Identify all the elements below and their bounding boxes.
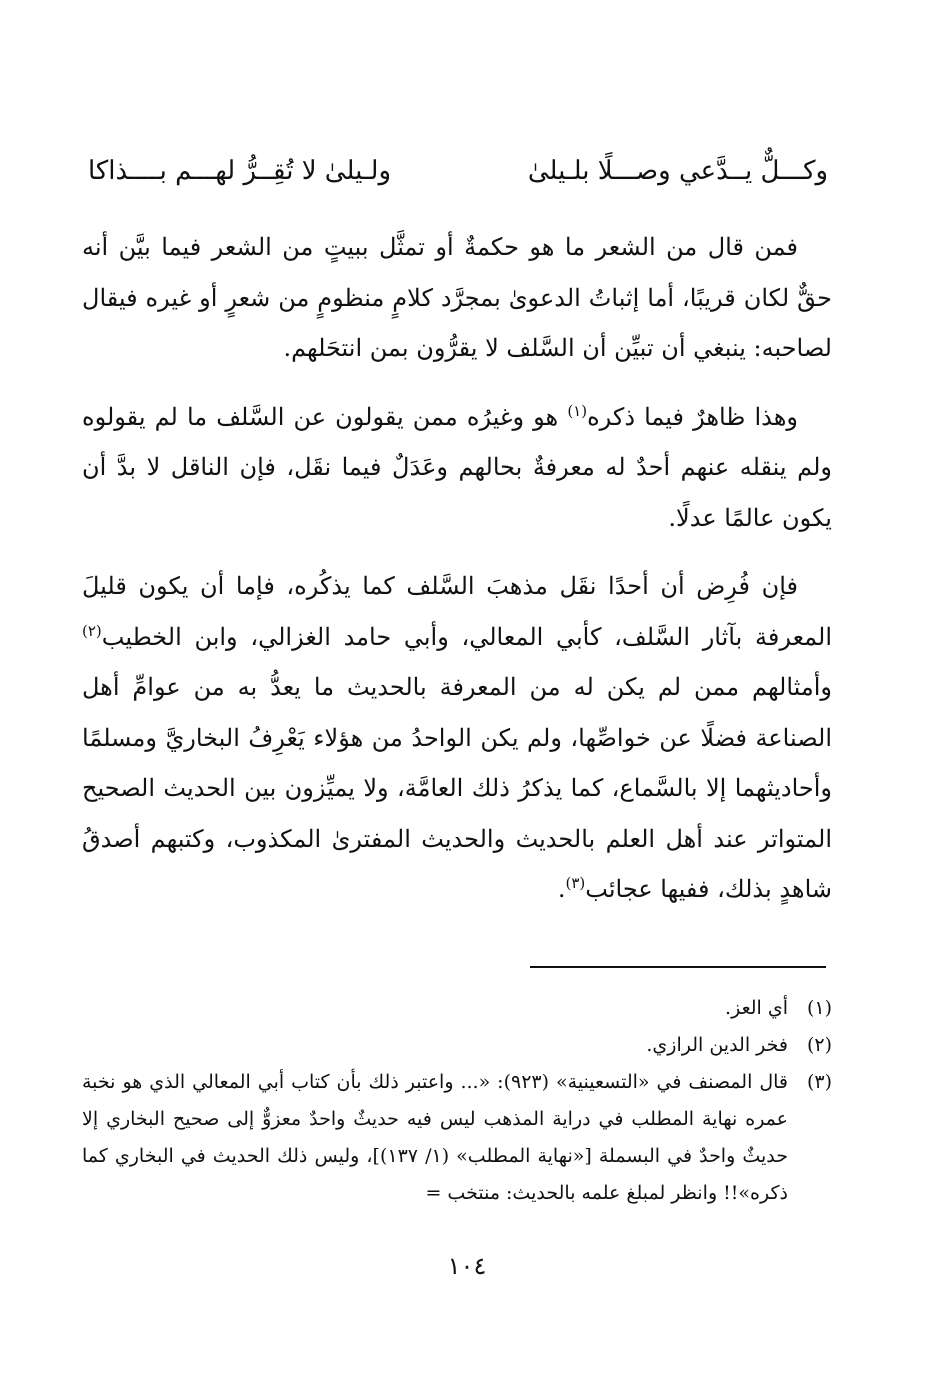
footnote-3 xyxy=(82,1064,832,1212)
footnote-separator xyxy=(530,966,826,968)
paragraph-2 xyxy=(82,392,832,544)
footnote-3-text: قال المصنف في «التسعينية» (٩٢٣): «... واعتبر ذلك بأن كتاب أبي المعالي الذي هو نخبة عمره نهاية المطلب في دراية المذهب ليس فيه حديثٌ واحدٌ معزوٌّ إلى صحيح البخاري إلا حديثٌ واحدٌ في البسملة [«نهاية المطلب» (١/ ١٣٧)]، وليس ذلك الحديث في البخاري كما ذكره»!! وانظر لمبلغ علمه بالحديث: منتخب = xyxy=(82,1071,788,1204)
footnotes xyxy=(82,990,832,1212)
verse-second-hemistich: ولـيلىٰ لا تُقِــرُّ لهـــم بــــذاكا xyxy=(88,156,392,186)
paragraph-2-text-after: هو وغيرُه ممن يقولون عن السَّلف ما لم يقولوه ولم ينقله عنهم أحدٌ له معرفةٌ بحالهم وعَدَلٌ فيما نقَل، فإن الناقل لا بدَّ أن يكون عالمًا عدلًا. xyxy=(82,402,832,532)
main-text xyxy=(82,222,832,933)
paragraph-3-text-before: فإن فُرِض أن أحدًا نقَل مذهبَ السَّلف كما يذكُره، فإما أن يكون قليلَ المعرفة بآثار السَّلف، كأبي المعالي، وأبي حامد الغزالي، وابن الخطيب xyxy=(82,572,832,651)
poetry-verse xyxy=(88,148,828,200)
footnote-1-number: (١) xyxy=(806,997,832,1019)
paragraph-1 xyxy=(82,222,832,374)
paragraph-3-text-middle: وأمثالهم ممن لم يكن له من المعرفة بالحديث ما يعدُّ به من عوامِّ أهل الصناعة فضلًا عن خواصِّها، ولم يكن الواحدُ من هؤلاء يَعْرِفُ البخاريَّ ومسلمًا وأحاديثهما إلا بالسَّماع، كما يذكرُ ذلك العامَّة، ولا يميِّزون بين الحديث الصحيح المتواتر عند أهل العلم بالحديث والحديث المفترىٰ المكذوب، وكتبهم أصدقُ شاهدٍ بذلك، ففيها عجائب xyxy=(82,673,832,903)
paragraph-1-text: فمن قال من الشعر ما هو حكمةٌ أو تمثَّل ببيتٍ من الشعر فيما بيَّن أنه حقٌّ لكان قريبًا، أما إثباتُ الدعوىٰ بمجرَّد كلامٍ منظومٍ من شعرٍ أو غيره فيقال لصاحبه: ينبغي أن تبيِّن أن السَّلف لا يقرُّون بمن انتحَلهم. xyxy=(82,233,832,362)
page-number: ١٠٤ xyxy=(447,1252,487,1280)
paragraph-2-text-before: وهذا ظاهرٌ فيما ذكره xyxy=(587,402,799,431)
footnote-reference-3[interactable]: (٣) xyxy=(565,874,586,892)
footnote-reference-2[interactable]: (٢) xyxy=(82,621,102,640)
paragraph-3-text-end: . xyxy=(557,875,566,903)
footnote-2 xyxy=(82,1027,832,1064)
footnote-1-text: أي العز. xyxy=(725,997,788,1019)
footnote-1 xyxy=(82,990,832,1027)
verse-first-hemistich: وكـــلٌّ يــدَّعي وصـــلًا بلـيلىٰ xyxy=(527,156,828,186)
footnote-2-text: فخر الدين الرازي. xyxy=(646,1034,788,1056)
footnote-2-number: (٢) xyxy=(806,1034,832,1056)
footnote-reference-1[interactable]: (١) xyxy=(567,401,588,420)
footnote-3-number: (٣) xyxy=(806,1071,832,1093)
paragraph-3 xyxy=(82,561,832,915)
